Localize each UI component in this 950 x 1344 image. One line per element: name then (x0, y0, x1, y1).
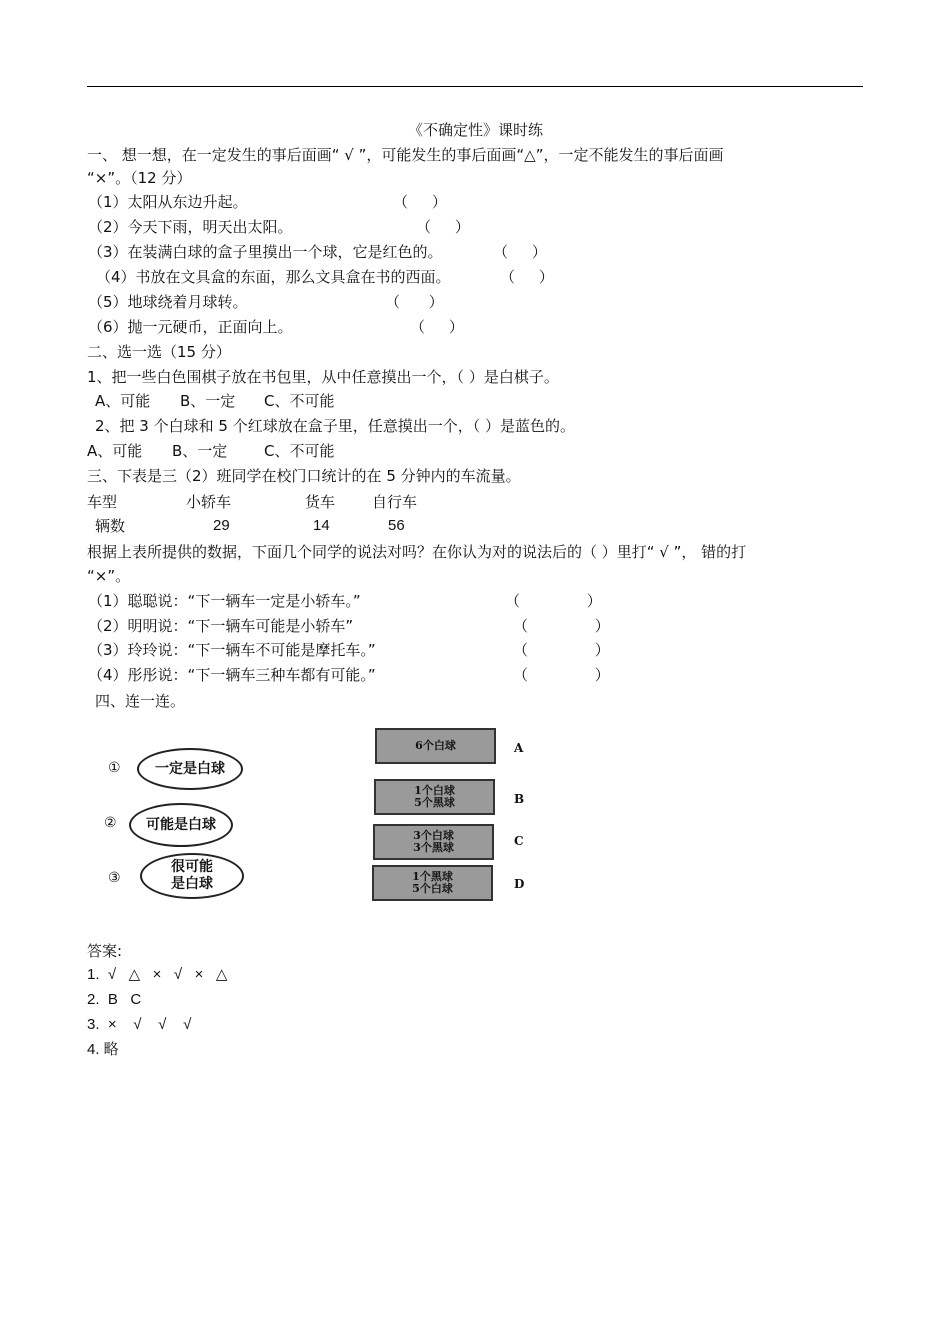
table-cell: 14 (313, 517, 330, 534)
box-label: 3个白球 (413, 829, 454, 842)
answer-line: 3. × √ √ √ (87, 1016, 192, 1033)
s2-question-1: 1、把一些白色围棋子放在书包里，从中任意摸出一个，（ ）是白棋子。 (87, 368, 559, 386)
section3-prompt: 根据上表所提供的数据，下面几个同学的说法对吗？在你认为对的说法后的（ ）里打“ √ ”， 错的打 (87, 543, 747, 561)
s2-question-2: 2、把 3 个白球和 5 个红球放在盒子里，任意摸出一个，（ ）是蓝色的。 (95, 417, 575, 435)
s3-item: （1）聪聪说：“下一辆车一定是小轿车。” (88, 592, 361, 610)
matching-number: ③ (108, 870, 121, 886)
s2-q2-option-c: C、不可能 (264, 442, 335, 460)
section1-heading: 一、 想一想，在一定发生的事后面画“ √ ”，可能发生的事后面画“△”，一定不能发生的事后面画 (87, 146, 724, 164)
box-letter: B (514, 792, 525, 806)
oval-label: 一定是白球 (155, 760, 225, 777)
page-title: 《不确定性》课时练 (408, 121, 544, 139)
box-label: 1个白球 (414, 784, 455, 797)
matching-oval (140, 853, 244, 899)
header-rule (87, 86, 863, 87)
matching-oval (137, 748, 243, 790)
section3-heading: 三、下表是三（2）班同学在校门口统计的在 5 分钟内的车流量。 (87, 467, 521, 485)
box-label: 6个白球 (415, 739, 456, 752)
box-letter: A (514, 741, 524, 755)
s3-item: （2）明明说：“下一辆车可能是小轿车” (88, 617, 354, 635)
s1-item: （4）书放在文具盒的东面，那么文具盒在书的西面。 (96, 268, 451, 286)
answers-heading: 答案: (87, 942, 123, 960)
table-cell: 辆数 (95, 517, 126, 535)
answer-line: 4. 略 (87, 1041, 119, 1058)
s3-answer-blank: （ ） (513, 617, 610, 635)
s1-item: （2）今天下雨，明天出太阳。 (88, 218, 293, 236)
s1-answer-blank: （ ） (410, 318, 464, 336)
s1-answer-blank: （ ） (393, 193, 447, 211)
s1-answer-blank: （ ） (500, 268, 554, 286)
s3-item: （4）彤彤说：“下一辆车三种车都有可能。” (88, 666, 376, 684)
table-header-cell: 车型 (87, 493, 118, 511)
box-label: 1个黑球 (412, 870, 453, 883)
section1-heading-cont: “×”。（12 分） (87, 169, 192, 187)
table-header-cell: 自行车 (372, 493, 418, 511)
ball-box (375, 728, 496, 764)
ball-box (374, 779, 495, 815)
table-cell: 29 (213, 517, 230, 534)
s1-item: （5）地球绕着月球转。 (88, 293, 248, 311)
s3-answer-blank: （ ） (513, 641, 610, 659)
oval-label: 可能是白球 (146, 816, 216, 833)
s1-item: （6）抛一元硬币，正面向上。 (88, 318, 293, 336)
s2-q2-option-b: B、一定 (172, 442, 228, 460)
section3-prompt-cont: “×”。 (87, 567, 131, 585)
table-header-cell: 货车 (305, 493, 336, 511)
box-label: 5个白球 (412, 882, 453, 895)
ball-box (373, 824, 494, 860)
box-letter: D (514, 877, 525, 891)
oval-label: 是白球 (171, 876, 213, 892)
s3-item: （3）玲玲说：“下一辆车不可能是摩托车。” (88, 641, 376, 659)
s1-item: （3）在装满白球的盒子里摸出一个球，它是红色的。 (88, 243, 443, 261)
section4-heading: 四、连一连。 (95, 692, 186, 710)
matching-oval (129, 803, 233, 847)
matching-number: ② (104, 815, 117, 831)
matching-number: ① (108, 760, 121, 776)
section2-heading: 二、选一选（15 分） (87, 343, 231, 361)
s1-answer-blank: （ ） (385, 293, 444, 311)
s2-q1-option-b: B、一定 (180, 392, 236, 410)
table-header-cell: 小轿车 (186, 493, 232, 511)
s1-answer-blank: （ ） (416, 218, 470, 236)
s3-answer-blank: （ ） (505, 592, 602, 610)
ball-box (372, 865, 493, 901)
s2-q2-option-a: A、可能 (87, 442, 143, 460)
s2-q1-option-c: C、不可能 (264, 392, 335, 410)
s1-answer-blank: （ ） (493, 243, 547, 261)
s3-answer-blank: （ ） (513, 666, 610, 684)
answer-line: 2. B C (87, 991, 142, 1008)
box-label: 5个黑球 (414, 796, 455, 809)
oval-label: 很可能 (171, 859, 213, 875)
answer-line: 1. √ △ × √ × △ (87, 966, 228, 983)
table-cell: 56 (388, 517, 405, 534)
box-letter: C (514, 834, 524, 848)
s1-item: （1）太阳从东边升起。 (88, 193, 248, 211)
box-label: 3个黑球 (413, 841, 454, 854)
s2-q1-option-a: A、可能 (95, 392, 151, 410)
